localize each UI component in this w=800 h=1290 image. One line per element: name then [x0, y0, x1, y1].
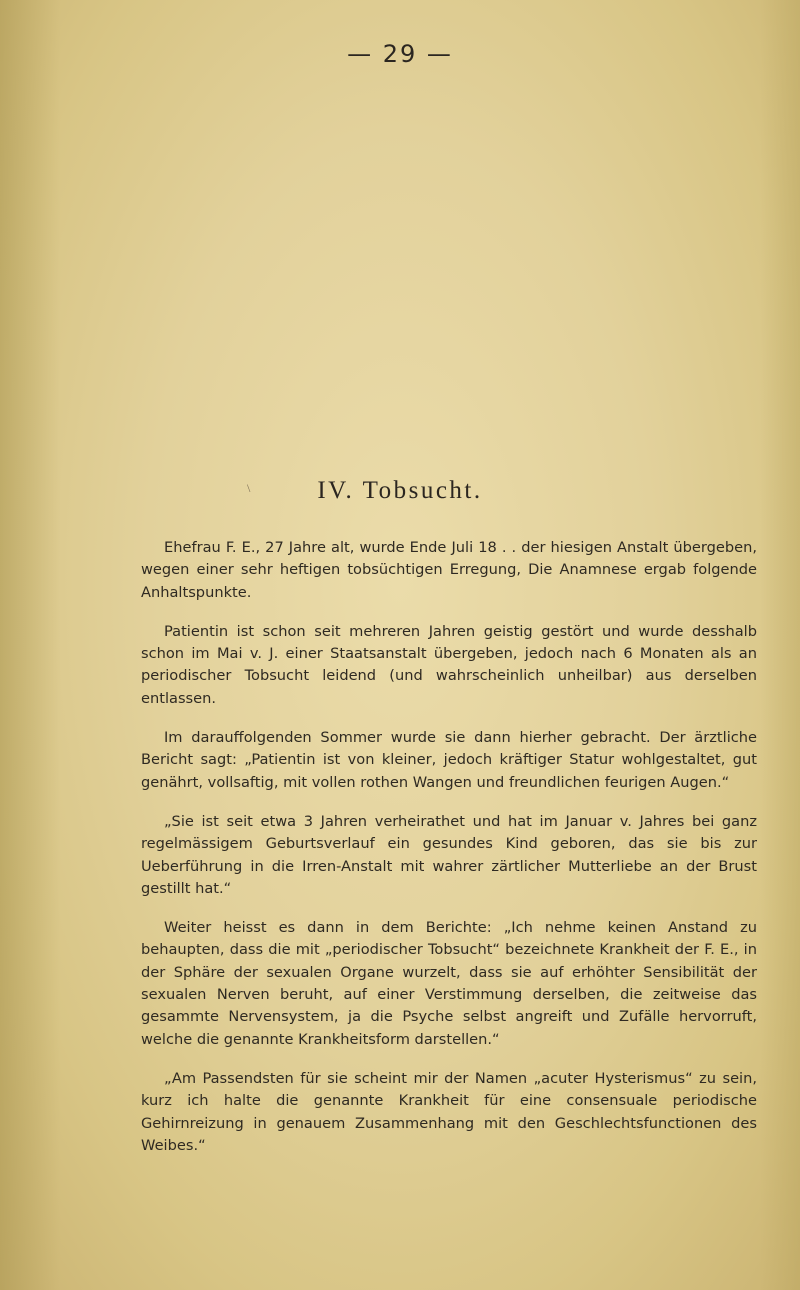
paragraph-2: Patientin ist schon seit mehreren Jahren geistig gestört und wurde desshalb schon im Mai v. J. einer Staatsanstalt übergeben, jedoch nach 6 Monaten als an periodischer Tobsucht leidend (und wahrscheinlich unheilbar) aus derselben entlassen. — [141, 622, 757, 707]
page-shadow-left — [0, 0, 60, 1290]
paragraph-6: „Am Passendsten für sie scheint mir der Namen „acuter Hysterismus“ zu sein, kurz ich halte die genannte Krankheit für eine consensuale periodische Gehirnreizung in genauem Zusammenhang mit den Geschlechtsfunctionen des Weibes.“ — [141, 1069, 757, 1154]
paragraph-4: „Sie ist seit etwa 3 Jahren verheirathet und hat im Januar v. Jahres bei ganz regelmässigem Geburtsverlauf ein gesundes Kind geboren, das sie bis zur Ueberführung in die Irren-Anstalt mit wahrer zärtlicher Mutterliebe an der Brust gestillt hat.“ — [141, 812, 757, 897]
paragraph-3: Im darauffolgenden Sommer wurde sie dann hierher gebracht. Der ärztliche Bericht sagt: „Patientin ist von kleiner, jedoch kräftiger Statur wohlgestaltet, gut genährt, vollsaftig, mit vollen rothen Wangen und freundlichen feurigen Augen.“ — [141, 729, 757, 791]
chapter-title: IV. Tobsucht. — [317, 477, 483, 504]
chapter-title-wrapper — [0, 477, 800, 505]
stray-mark-icon: \ — [247, 481, 253, 495]
body-text — [141, 537, 757, 1174]
paragraph-5: Weiter heisst es dann in dem Berichte: „Ich nehme keinen Anstand zu behaupten, dass die mit „periodischer Tobsucht“ bezeichnete Krankheit der F. E., in der Sphäre der sexualen Organe wurzelt, dass sie auf erhöhter Sensibilität der sexualen Nerven beruht, auf einer Verstimmung derselben, die zeitweise das gesammte Nervensystem, ja die Psyche selbst angreift und Zufälle hervorruft, welche die genannte Krankheitsform darstellen.“ — [141, 919, 757, 1048]
paragraph-1: Ehefrau F. E., 27 Jahre alt, wurde Ende Juli 18 . . der hiesigen Anstalt übergeben, wegen einer sehr heftigen tobsüchtigen Erregung, Die Anamnese ergab folgende Anhaltspunkte. — [141, 539, 757, 601]
page-shadow-right — [760, 0, 800, 1290]
page-number: — 29 — — [347, 40, 453, 68]
